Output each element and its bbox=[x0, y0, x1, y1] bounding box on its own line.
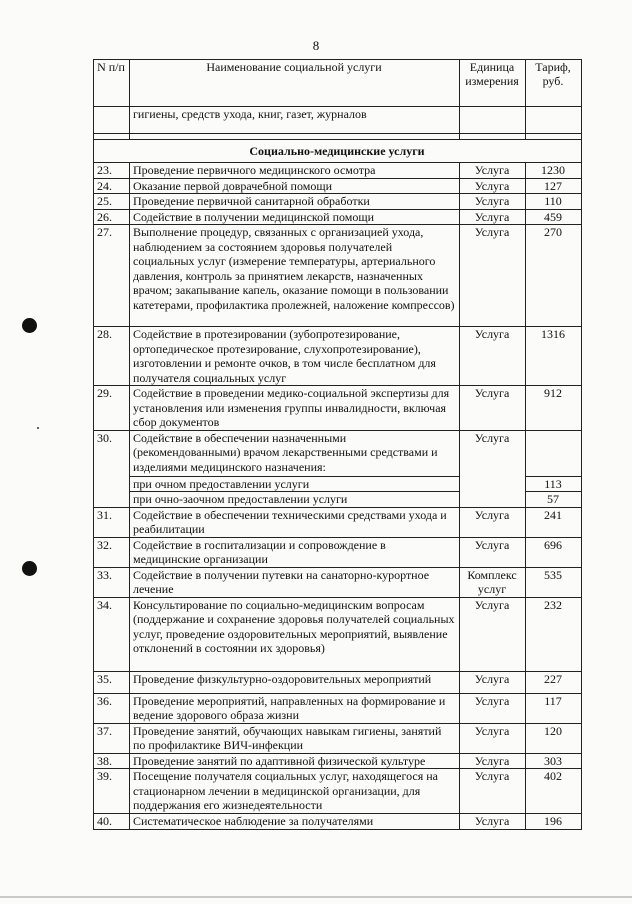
price-cell: 113 bbox=[526, 476, 582, 492]
subservice-name: при очном предоставлении услуги bbox=[130, 476, 460, 492]
row-number: 35. bbox=[94, 671, 130, 693]
continuation-row bbox=[94, 107, 582, 134]
unit-cell: Услуга bbox=[460, 814, 526, 830]
service-name: Содействие в обеспечении техническими средствами ухода и реабилитации bbox=[130, 507, 460, 537]
price-cell: 241 bbox=[526, 507, 582, 537]
price-cell: 120 bbox=[526, 723, 582, 753]
service-name: Оказание первой доврачебной помощи bbox=[130, 178, 460, 194]
page-number: 8 bbox=[312, 38, 320, 53]
service-name: Проведение первичного медицинского осмотра bbox=[130, 163, 460, 179]
service-name: Содействие в получении медицинской помощи bbox=[130, 209, 460, 225]
unit-cell: Услуга bbox=[460, 225, 526, 327]
row-number: 38. bbox=[94, 753, 130, 769]
price-cell: 57 bbox=[526, 492, 582, 508]
price-cell bbox=[526, 430, 582, 476]
table-row bbox=[94, 194, 582, 210]
unit-cell: Комплекс услуг bbox=[460, 567, 526, 597]
row-number: 28. bbox=[94, 327, 130, 386]
header-price: Тариф, руб. bbox=[526, 60, 582, 107]
unit-cell: Услуга bbox=[460, 209, 526, 225]
price-cell: 459 bbox=[526, 209, 582, 225]
row-number: 32. bbox=[94, 537, 130, 567]
table-row bbox=[94, 597, 582, 671]
row-number: 24. bbox=[94, 178, 130, 194]
price-cell: 196 bbox=[526, 814, 582, 830]
header-unit: Единица измерения bbox=[460, 60, 526, 107]
tariff-table bbox=[93, 59, 582, 830]
unit-cell: Услуга bbox=[460, 178, 526, 194]
price-cell: 117 bbox=[526, 693, 582, 723]
price-cell: 110 bbox=[526, 194, 582, 210]
table-row bbox=[94, 723, 582, 753]
service-name: Содействие в получении путевки на санаторно-курортное лечение bbox=[130, 567, 460, 597]
scan-edge bbox=[0, 896, 632, 898]
price-cell: 270 bbox=[526, 225, 582, 327]
table-row bbox=[94, 567, 582, 597]
service-name: Содействие в протезировании (зубопротезирование, ортопедическое протезирование, слухопротезирование), изготовлении и ремонте очков, в том числе бесплатном для получателя социальных услуг bbox=[130, 327, 460, 386]
price-cell: 912 bbox=[526, 386, 582, 431]
table-row bbox=[94, 537, 582, 567]
price-cell: 1230 bbox=[526, 163, 582, 179]
header-num: N п/п bbox=[94, 60, 130, 107]
table-row bbox=[94, 671, 582, 693]
service-name: Выполнение процедур, связанных с организацией ухода, наблюдением за состоянием здоровья получателей социальных услуг (измерение температуры, артериального давления, контроль за принятием лекарств, назначенных врачом; закапывание капель, оказание помощи в пользовании катетерами, профилактика пролежней, наложение компрессов) bbox=[130, 225, 460, 327]
table-row bbox=[94, 507, 582, 537]
service-name: Проведение физкультурно-оздоровительных мероприятий bbox=[130, 671, 460, 693]
unit-cell: Услуга bbox=[460, 693, 526, 723]
row-number: 27. bbox=[94, 225, 130, 327]
row-number: 31. bbox=[94, 507, 130, 537]
unit-cell: Услуга bbox=[460, 753, 526, 769]
subservice-name: при очно-заочном предоставлении услуги bbox=[130, 492, 460, 508]
price-cell: 402 bbox=[526, 769, 582, 814]
binder-hole-top bbox=[22, 318, 37, 333]
service-name: Содействие в госпитализации и сопровождение в медицинские организации bbox=[130, 537, 460, 567]
table-header-row bbox=[94, 60, 582, 107]
row-number: 30. bbox=[94, 430, 130, 507]
service-name: Проведение занятий, обучающих навыкам гигиены, занятий по профилактике ВИЧ-инфекции bbox=[130, 723, 460, 753]
row-number: 40. bbox=[94, 814, 130, 830]
price-cell: 232 bbox=[526, 597, 582, 671]
table-row bbox=[94, 753, 582, 769]
price-cell: 303 bbox=[526, 753, 582, 769]
price-cell: 227 bbox=[526, 671, 582, 693]
service-name: Консультирование по социально-медицинским вопросам (поддержание и сохранение здоровья получателей социальных услуг, проведение оздоровительных мероприятий, выявление отклонений в состоянии их здоровья) bbox=[130, 597, 460, 671]
binder-hole-bottom bbox=[22, 561, 37, 576]
header-name: Наименование социальной услуги bbox=[130, 60, 460, 107]
row-number: 34. bbox=[94, 597, 130, 671]
unit-cell: Услуга bbox=[460, 163, 526, 179]
row-number: 39. bbox=[94, 769, 130, 814]
unit-cell: Услуга bbox=[460, 327, 526, 386]
row-number: 26. bbox=[94, 209, 130, 225]
price-cell: 696 bbox=[526, 537, 582, 567]
section-title: Социально-медицинские услуги bbox=[94, 140, 582, 163]
service-name: Содействие в проведении медико-социальной экспертизы для установления или изменения группы инвалидности, включая сбор документов bbox=[130, 386, 460, 431]
row-number: 25. bbox=[94, 194, 130, 210]
row-number: 33. bbox=[94, 567, 130, 597]
service-name: Проведение первичной санитарной обработки bbox=[130, 194, 460, 210]
row-number: 23. bbox=[94, 163, 130, 179]
table-row bbox=[94, 209, 582, 225]
table-row bbox=[94, 814, 582, 830]
table-row bbox=[94, 327, 582, 386]
unit-cell: Услуга bbox=[460, 723, 526, 753]
service-name: Проведение мероприятий, направленных на формирование и ведение здорового образа жизни bbox=[130, 693, 460, 723]
price-cell: 535 bbox=[526, 567, 582, 597]
price-cell: 1316 bbox=[526, 327, 582, 386]
unit-cell: Услуга bbox=[460, 671, 526, 693]
unit-cell: Услуга bbox=[460, 386, 526, 431]
unit-cell: Услуга bbox=[460, 194, 526, 210]
section-row bbox=[94, 140, 582, 163]
service-name: Посещение получателя социальных услуг, находящегося на стационарном лечении в медицинской организации, для поддержания его жизнедеятельности bbox=[130, 769, 460, 814]
table-row bbox=[94, 693, 582, 723]
price-cell: 127 bbox=[526, 178, 582, 194]
service-name: Проведение занятий по адаптивной физической культуре bbox=[130, 753, 460, 769]
table-row bbox=[94, 386, 582, 431]
table-row bbox=[94, 769, 582, 814]
table-row bbox=[94, 225, 582, 327]
scan-speck bbox=[37, 427, 39, 429]
row-number: 29. bbox=[94, 386, 130, 431]
row-number: 37. bbox=[94, 723, 130, 753]
service-name: Систематическое наблюдение за получателями bbox=[130, 814, 460, 830]
unit-cell: Услуга bbox=[460, 769, 526, 814]
table-row bbox=[94, 178, 582, 194]
unit-cell: Услуга bbox=[460, 430, 526, 507]
table-row bbox=[94, 163, 582, 179]
unit-cell: Услуга bbox=[460, 597, 526, 671]
continuation-text: гигиены, средств ухода, книг, газет, журналов bbox=[130, 107, 460, 134]
unit-cell: Услуга bbox=[460, 507, 526, 537]
table-row bbox=[94, 430, 582, 476]
service-name: Содействие в обеспечении назначенными (рекомендованными) врачом лекарственными средствами и изделиями медицинского назначения: bbox=[130, 430, 460, 476]
unit-cell: Услуга bbox=[460, 537, 526, 567]
row-number: 36. bbox=[94, 693, 130, 723]
